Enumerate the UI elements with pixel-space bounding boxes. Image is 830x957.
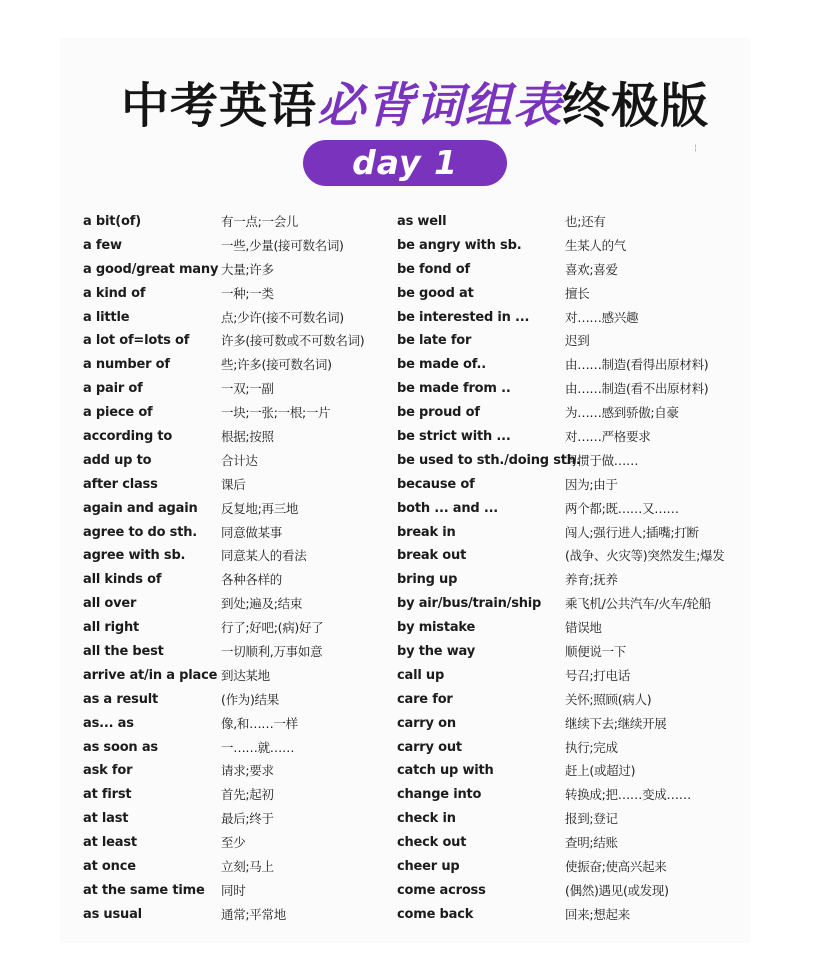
phrase-chinese: 请求;要求 — [221, 763, 274, 779]
phrase-english: be fond of — [397, 261, 470, 277]
phrase-chinese: 一种;一类 — [221, 285, 274, 301]
phrase-chinese: 号召;打电话 — [565, 667, 630, 683]
phrase-english: at the same time — [83, 882, 205, 898]
phrase-chinese: 各种各样的 — [221, 572, 283, 588]
phrase-chinese: 一……就…… — [221, 739, 295, 755]
phrase-english: agree to do sth. — [83, 524, 198, 540]
phrase-chinese: 大量;许多 — [221, 261, 274, 277]
phrase-chinese: 由……制造(看得出原材料) — [565, 357, 709, 373]
phrase-english: carry out — [397, 739, 462, 755]
phrase-english: change into — [397, 787, 482, 803]
phrase-english: a good/great many — [83, 261, 219, 277]
phrase-chinese: 习惯于做…… — [565, 452, 639, 468]
phrase-chinese: 也;还有 — [565, 214, 606, 229]
phrase-english: agree with sb. — [83, 548, 186, 564]
phrase-english: come across — [397, 882, 486, 898]
phrase-english: break out — [397, 548, 467, 564]
phrase-english: a pair of — [83, 381, 143, 397]
phrase-english: at least — [83, 835, 137, 851]
phrase-english: be made from .. — [397, 381, 511, 397]
phrase-chinese: 课后 — [221, 476, 246, 492]
phrase-chinese: 一些,少量(接可数名词) — [221, 237, 344, 253]
phrase-english: all right — [83, 620, 140, 636]
title-part-1: 中考英语 — [120, 78, 317, 134]
phrase-english: a kind of — [83, 285, 146, 301]
phrase-english: all kinds of — [83, 572, 162, 588]
phrase-english: call up — [397, 667, 445, 683]
phrase-english: a piece of — [83, 405, 153, 421]
phrase-chinese: 错误地 — [565, 620, 602, 636]
phrase-chinese: 立刻;马上 — [221, 859, 274, 875]
phrase-chinese: 有一点;一会儿 — [221, 214, 299, 229]
phrase-chinese: (作为)结果 — [221, 691, 279, 707]
phrase-english: all the best — [83, 644, 164, 660]
phrase-chinese: 首先;起初 — [221, 787, 274, 803]
phrase-chinese: 闯人;强行进人;插嘴;打断 — [565, 524, 699, 540]
phrase-english: both ... and ... — [397, 500, 499, 516]
phrase-english: because of — [397, 476, 475, 492]
phrase-english: at first — [83, 787, 132, 803]
phrase-chinese: 执行;完成 — [565, 739, 618, 755]
phrase-chinese: 些;许多(接可数名词) — [221, 357, 332, 373]
phrase-chinese: 擅长 — [565, 285, 590, 301]
phrase-chinese: 根据;按照 — [221, 429, 274, 445]
phrase-chinese: 到达某地 — [221, 667, 270, 683]
phrase-chinese: 生某人的气 — [565, 237, 627, 253]
phrase-english: by air/bus/train/ship — [397, 596, 542, 612]
phrase-chinese: 两个都;既……又…… — [565, 500, 679, 516]
phrase-english: a bit(of) — [83, 214, 141, 229]
title-part-3: 终极版 — [562, 78, 710, 134]
phrase-english: as well — [397, 214, 447, 229]
phrase-chinese: 许多(接可数或不可数名词) — [221, 333, 365, 349]
phrase-english: be angry with sb. — [397, 237, 522, 253]
phrase-chinese: 为……感到骄傲;自豪 — [565, 405, 679, 421]
phrase-chinese: 对……感兴趣 — [565, 309, 639, 325]
phrase-english: be made of.. — [397, 357, 486, 373]
phrase-chinese: 关怀;照顾(病人) — [565, 691, 652, 707]
phrase-english: be good at — [397, 285, 474, 301]
title-part-2: 必背词组表 — [316, 78, 562, 134]
phrase-chinese: 顺便说一下 — [565, 644, 627, 660]
phrase-chinese: 乘飞机/公共汽车/火车/轮船 — [565, 596, 711, 612]
phrase-chinese: 最后;终于 — [221, 811, 274, 827]
phrase-english: as a result — [83, 691, 159, 707]
phrase-english: cheer up — [397, 859, 460, 875]
phrase-chinese: 赶上(或超过) — [565, 763, 636, 779]
phrase-english: by the way — [397, 644, 475, 660]
phrase-english: be proud of — [397, 405, 480, 421]
phrase-chinese: 反复地;再三地 — [221, 500, 299, 516]
phrase-chinese: 迟到 — [565, 333, 590, 349]
phrase-chinese: 行了;好吧;(病)好了 — [221, 620, 324, 636]
phrase-english: check in — [397, 811, 456, 827]
phrase-chinese: 一双;一副 — [221, 381, 274, 397]
phrase-chinese: 报到;登记 — [565, 811, 618, 827]
phrase-english: a lot of=lots of — [83, 333, 190, 349]
decor-mark: ¦ — [694, 143, 697, 152]
day-badge: day 1 — [303, 140, 507, 186]
phrase-chinese: 继续下去;继续开展 — [565, 715, 667, 731]
phrase-english: ask for — [83, 763, 133, 779]
phrase-chinese: 同意某人的看法 — [221, 548, 307, 564]
phrase-chinese: 查明;结账 — [565, 835, 618, 851]
phrase-chinese: 由……制造(看不出原材料) — [565, 381, 709, 397]
phrase-chinese: 因为;由于 — [565, 476, 618, 492]
phrase-chinese: (战争、火灾等)突然发生;爆发 — [565, 548, 725, 564]
phrase-chinese: 一切顺利,万事如意 — [221, 644, 323, 660]
phrase-chinese: 点;少许(接不可数名词) — [221, 309, 344, 325]
phrase-english: according to — [83, 429, 173, 445]
phrase-english: at last — [83, 811, 129, 827]
phrase-english: all over — [83, 596, 137, 612]
phrase-english: a number of — [83, 357, 170, 373]
phrase-chinese: 回来;想起来 — [565, 906, 630, 922]
phrase-english: be used to sth./doing sth. — [397, 452, 581, 468]
phrase-english: at once — [83, 859, 136, 875]
phrase-chinese: 养育;抚养 — [565, 572, 618, 588]
phrase-chinese: 到处;遍及;结束 — [221, 596, 303, 612]
phrase-english: be late for — [397, 333, 472, 349]
phrase-chinese: 合计达 — [221, 452, 258, 468]
phrase-english: carry on — [397, 715, 456, 731]
phrase-chinese: 喜欢;喜爱 — [565, 261, 618, 277]
phrase-chinese: 一块;一张;一根;一片 — [221, 405, 331, 421]
phrase-chinese: 使振奋;使高兴起来 — [565, 859, 667, 875]
phrase-english: as usual — [83, 906, 142, 922]
phrase-chinese: 对……严格要求 — [565, 429, 651, 445]
phrase-english: by mistake — [397, 620, 476, 636]
phrase-english: care for — [397, 691, 453, 707]
phrase-chinese: (偶然)遇见(或发现) — [565, 882, 669, 898]
phrase-english: arrive at/in a place — [83, 667, 218, 683]
phrase-english: add up to — [83, 452, 152, 468]
phrase-english: a little — [83, 309, 130, 325]
phrase-english: be interested in ... — [397, 309, 530, 325]
page-title — [0, 76, 830, 136]
phrase-english: as... as — [83, 715, 134, 731]
phrase-chinese: 像,和……一样 — [221, 715, 298, 731]
phrase-english: break in — [397, 524, 456, 540]
phrase-english: after class — [83, 476, 158, 492]
phrase-chinese: 通常;平常地 — [221, 906, 286, 922]
phrase-english: bring up — [397, 572, 458, 588]
phrase-chinese: 至少 — [221, 835, 246, 851]
phrase-chinese: 同时 — [221, 882, 246, 898]
phrase-chinese: 同意做某事 — [221, 524, 283, 540]
phrase-english: a few — [83, 237, 122, 253]
phrase-english: as soon as — [83, 739, 158, 755]
phrase-english: catch up with — [397, 763, 494, 779]
phrase-chinese: 转换成;把……变成…… — [565, 787, 691, 803]
phrase-english: again and again — [83, 500, 198, 516]
phrase-english: check out — [397, 835, 467, 851]
phrase-english: be strict with ... — [397, 429, 511, 445]
phrase-english: come back — [397, 906, 474, 922]
